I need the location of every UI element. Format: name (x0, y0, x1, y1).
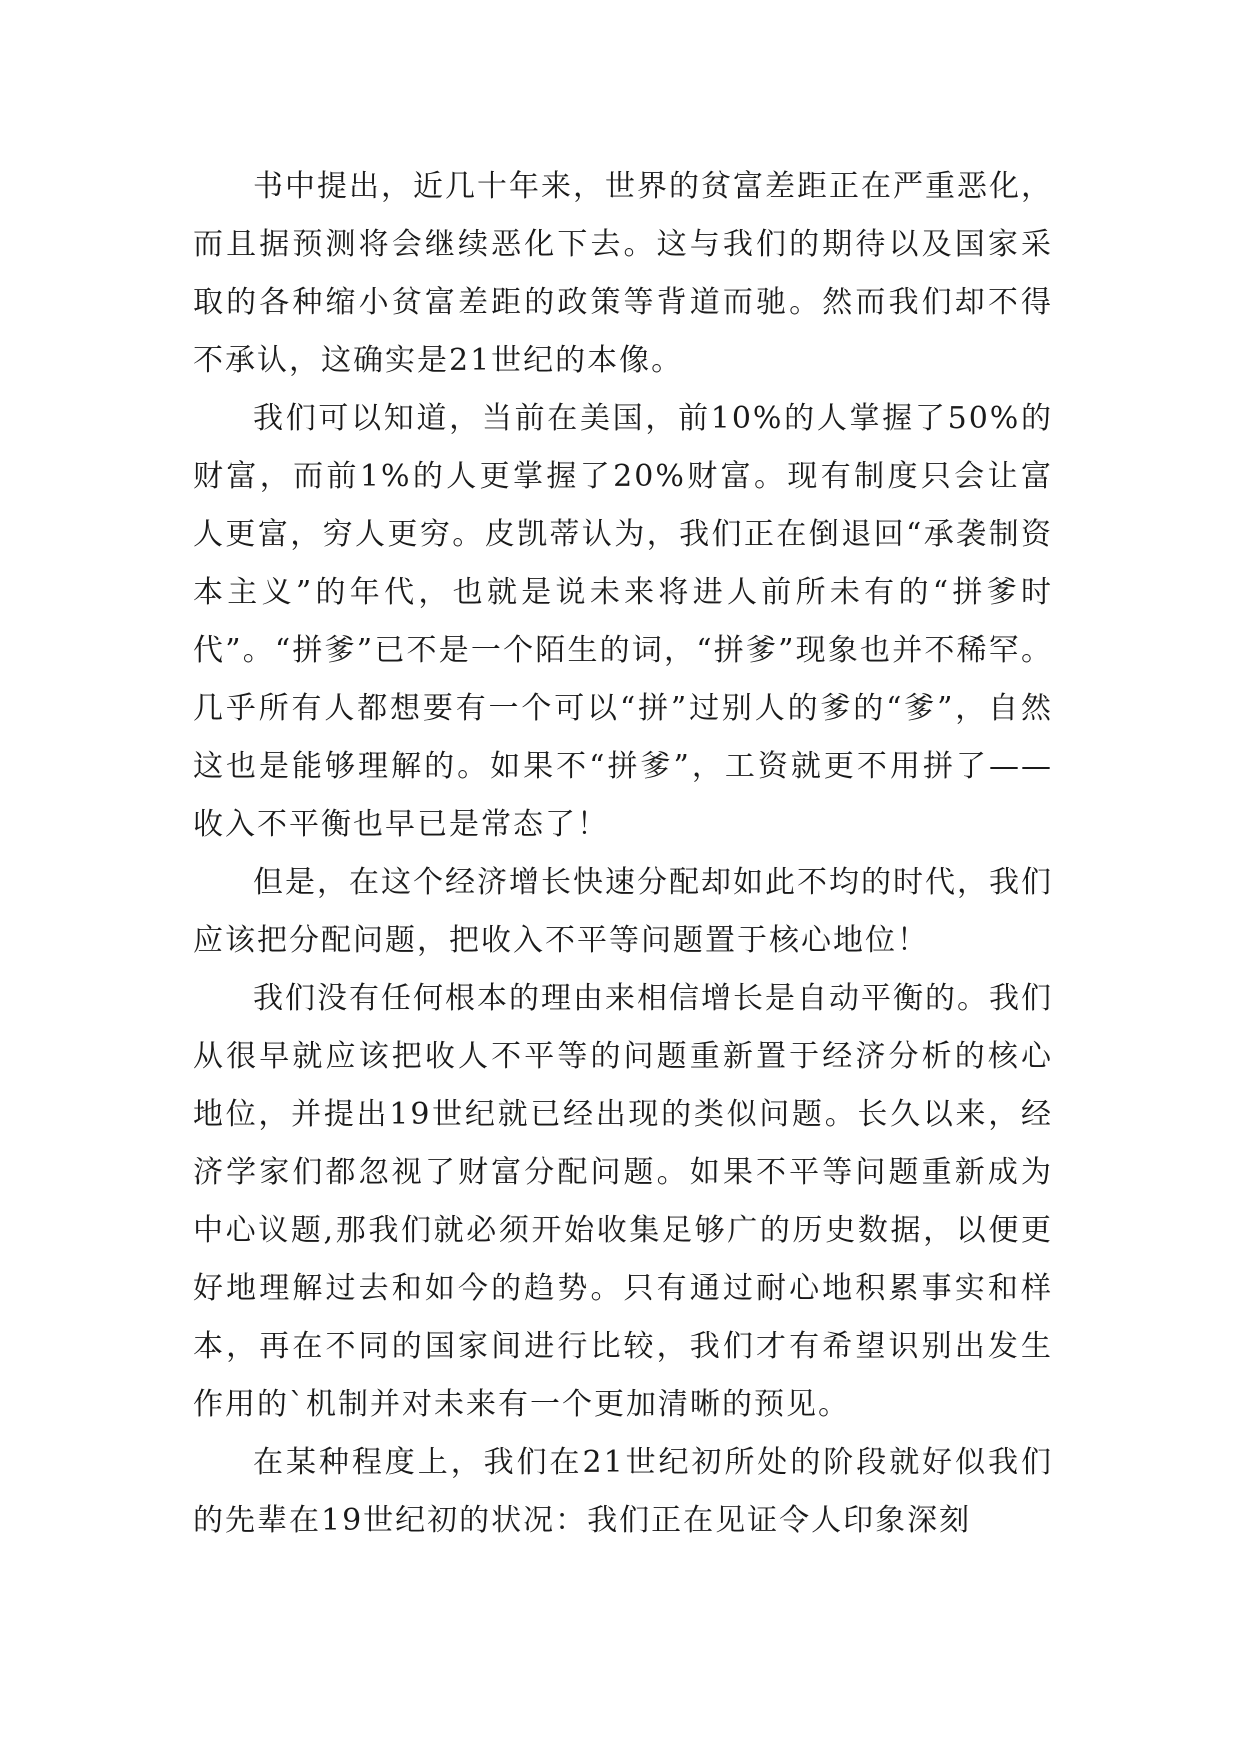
paragraph-4: 我们没有任何根本的理由来相信增长是自动平衡的。我们从很早就应该把收人不平等的问题重新置于经济分析的核心地位，并提出19世纪就已经出现的类似问题。长久以来，经济学家们都忽视了财富分配问题。如果不平等问题重新成为中心议题,那我们就必须开始收集足够广的历史数据，以便更好地理解过去和如今的趋势。只有通过耐心地积累事实和样本，再在不同的国家间进行比较，我们才有希望识别出发生作用的`机制并对未来有一个更加清晰的预见。 (193, 981, 1053, 1422)
document-body (193, 158, 1053, 1550)
paragraph-1: 书中提出，近几十年来，世界的贫富差距正在严重恶化，而且据预测将会继续恶化下去。这与我们的期待以及国家采取的各种缩小贫富差距的政策等背道而驰。然而我们却不得不承认，这确实是21世纪的本像。 (193, 169, 1053, 378)
paragraph-2: 我们可以知道，当前在美国，前10%的人掌握了50%的财富，而前1%的人更掌握了20%财富。现有制度只会让富人更富，穷人更穷。皮凯蒂认为，我们正在倒退回“承袭制资本主义”的年代，也就是说未来将进人前所未有的“拼爹时代”。“拼爹”已不是一个陌生的词，“拼爹”现象也并不稀罕。几乎所有人都想要有一个可以“拼”过别人的爹的“爹”，自然这也是能够理解的。如果不“拼爹”，工资就更不用拼了——收入不平衡也早已是常态了！ (193, 401, 1053, 842)
paragraph-3: 但是，在这个经济增长快速分配却如此不均的时代，我们应该把分配问题，把收入不平等问题置于核心地位！ (193, 865, 1053, 958)
paragraph-5: 在某种程度上，我们在21世纪初所处的阶段就好似我们的先辈在19世纪初的状况：我们正在见证令人印象深刻 (193, 1445, 1053, 1538)
